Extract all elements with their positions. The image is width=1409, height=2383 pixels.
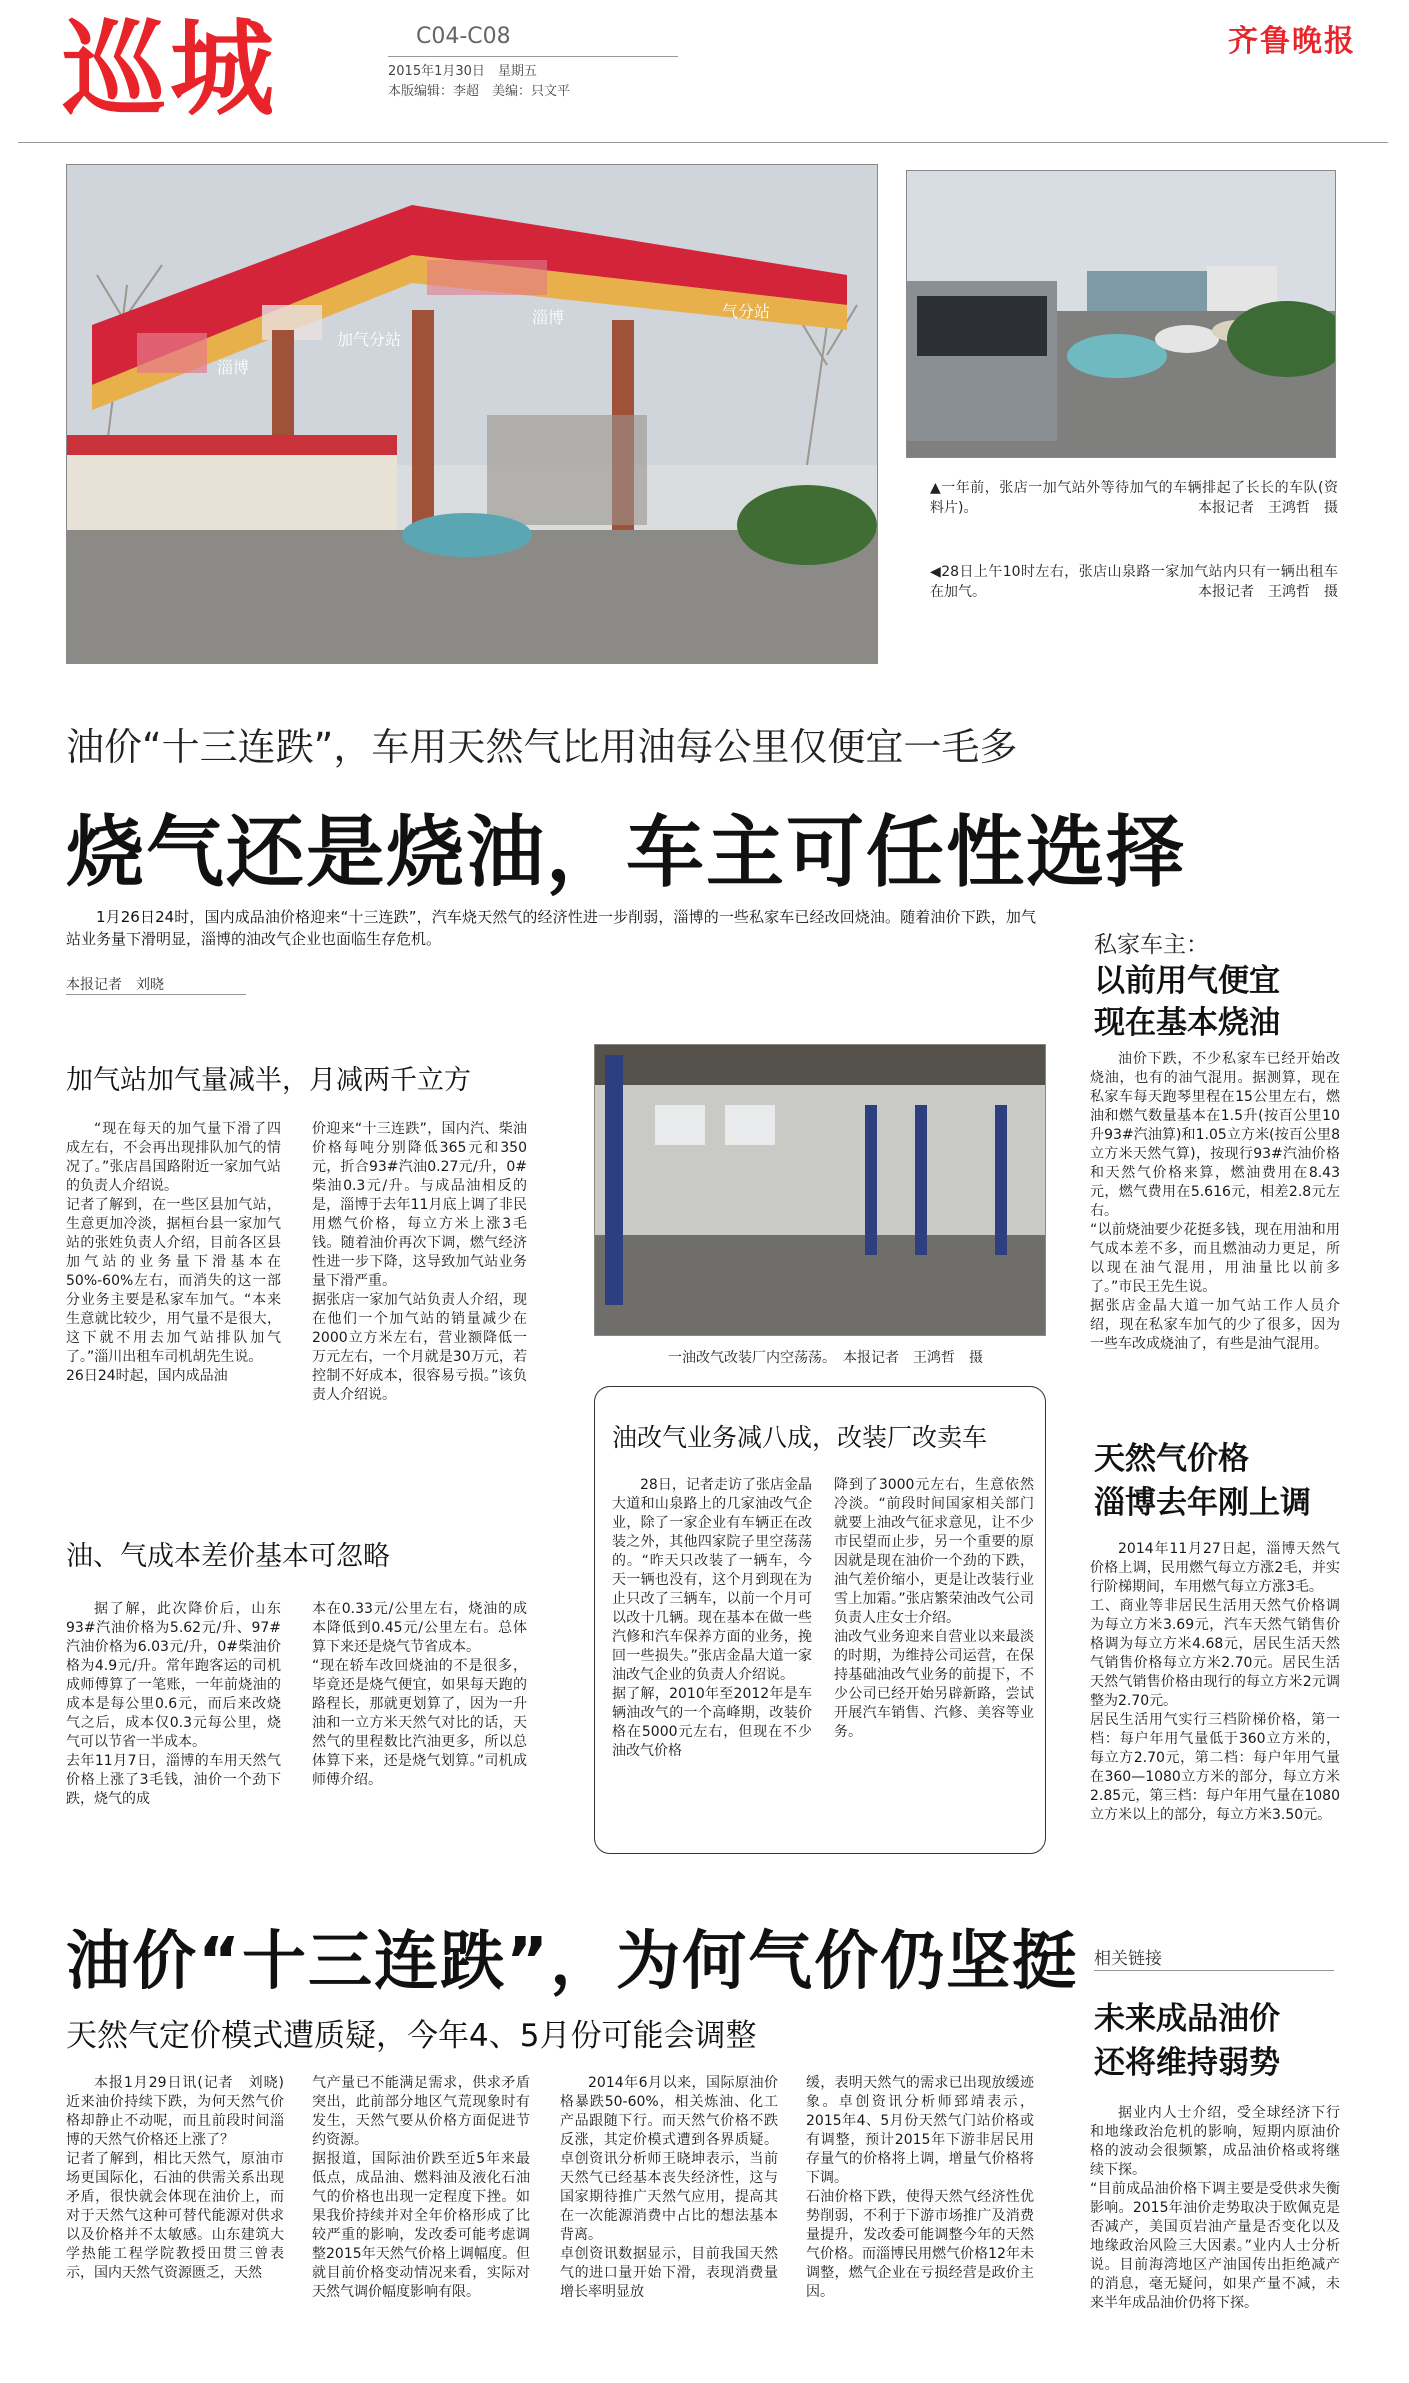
story2-headline: 油价“十三连跌”，为何气价仍坚挺 — [66, 1925, 1079, 1999]
story2-col4-text: 缓，表明天然气的需求已出现放缓迹象。卓创资讯分析师郅靖表示，2015年4、5月份天然气门站价格或有调整，预计2015年下游非居民用存量气的价格将上调，增量气价格将下调。 石油价格下跌，使得天然气经济性优势削弱，不利于下游市场推广及消费量提升，发改委可能调整今年的天然气价格。而淄博民用燃气价格12年未调整，燃气企业在亏损经营是政价主因。 — [806, 2075, 1034, 2300]
sidebar3-body-text: 据业内人士介绍，受全球经济下行和地缘政治危机的影响，短期内原油价格的波动会很频繁，成品油价格或将继续下探。 “目前成品油价格下调主要是受供求失衡影响。2015年油价走势取决于欧佩克是否减产，美国页岩油产量是否变化以及地缘政治风险三大因素。”业内人士分析说。目前海湾地区产油国传出拒绝减产的消息，毫无疑问，如果产量不减，未来半年成品油价仍将下探。 — [1090, 2105, 1340, 2311]
story1-kicker: 油价“十三连跌”，车用天然气比用油每公里仅便宜一毛多 — [66, 725, 1018, 769]
story2-col1-text: 本报1月29日讯(记者 刘晓) 近来油价持续下跌，为何天然气价格却静止不动呢，而且前段时间淄博的天然气价格还上涨了？ 记者了解到，相比天然气，原油市场更国际化，石油的供需关系出现矛盾，很快就会体现在油价上，而对于天然气这种可替代能源对供求以及价格并不太敏感。山东建筑大学热能工程学院教授田贯三曾表示，国内天然气资源匮乏，天然 — [66, 2075, 284, 2281]
byline-rule — [66, 994, 246, 995]
section1-col2-text: 价迎来“十三连跌”，国内汽、柴油价格每吨分别降低365元和350元，折合93#汽油0.27元/升，0#柴油0.3元/升。与成品油相反的是，淄博于去年11月底上调了非民用燃气价格，每立方米上涨3毛钱。随着油价再次下调，燃气经济性进一步下降，这导致加气站业务量下滑严重。 据张店一家加气站负责人介绍，现在他们一个加气站的销量减少在2000立方米左右，营业额降低一万元左右，一个月就是30万元，若控制不好成本，很容易亏损。”该负责人介绍说。 — [312, 1121, 527, 1403]
section1-col1 — [66, 1120, 281, 1386]
sidebar2-body-text: 2014年11月27日起，淄博天然气价格上调，民用燃气每立方涨2毛，并实行阶梯期间，车用燃气每立方涨3毛。 工、商业等非居民生活用天然气价格调为每立方米3.69元，汽车天然气销售价格调为每立方米4.68元，居民生活天然气销售价格每立方米2.70元。居民生活天然气销售价格由现行的每立方米2元调整为2.70元。 居民生活用气实行三档阶梯价格，第一档：每户年用气量低于360立方米的，每立方2.70元，第二档：每户年用气量在360—1080立方米的部分，每立方米2.85元，第三档：每户年用气量在1080立方米以上的部分，每立方米3.50元。 — [1090, 1541, 1340, 1823]
story2-col4 — [806, 2074, 1034, 2302]
editors-line: 本版编辑：李超 美编：只文平 — [388, 84, 571, 99]
sidebar2-headline-2: 淄博去年刚上调 — [1094, 1485, 1311, 1521]
story1-headline: 烧气还是烧油，车主可任性选择 — [66, 808, 1187, 898]
section2-col2 — [312, 1600, 527, 1790]
story1-byline: 本报记者 刘晓 — [66, 977, 164, 993]
sign-text-left: 淄博 — [217, 358, 250, 377]
section-title: 巡城 — [62, 8, 279, 130]
caption-queue-text: ▲一年前，张店一加气站外等待加气的车辆排起了长长的车队(资料片)。 — [930, 480, 1338, 516]
sign-text-left-suffix: 加气分站 — [337, 330, 402, 349]
section2-title: 油、气成本差价基本可忽略 — [66, 1541, 390, 1572]
sign-text-right-suffix: 气分站 — [722, 302, 771, 321]
queue-illustration — [907, 171, 1335, 457]
newspaper-logo: 齐鲁晚报 — [1228, 24, 1356, 59]
box-title: 油改气业务减八成，改装厂改卖车 — [612, 1423, 988, 1452]
box-col1 — [612, 1476, 812, 1761]
caption-taxi — [930, 562, 1338, 602]
caption-taxi-credit: 本报记者 王鸿哲 摄 — [1198, 584, 1338, 600]
section1-title: 加气站加气量减半，月减两千立方 — [66, 1065, 471, 1096]
caption-queue — [930, 478, 1338, 518]
photo-gas-station — [66, 164, 878, 664]
caption-factory: 一油改气改装厂内空荡荡。 本报记者 王鸿哲 摄 — [668, 1350, 983, 1366]
gas-station-illustration — [67, 165, 877, 663]
issue-date: 2015年1月30日 星期五 — [388, 64, 537, 79]
sidebar2-body — [1090, 1540, 1340, 1825]
story2-col2 — [312, 2074, 530, 2302]
sidebar1-body-text: 油价下跌，不少私家车已经开始改烧油，也有的油气混用。据测算，现在私家车每天跑琴里程在15公里左右，燃油和燃气数量基本在1.5升(按百公里10升93#汽油算)和1.05立方米(按百公里8立方米天然气算)，按现行93#汽油价格和天然气价格来算，燃油费用在8.43元，燃气费用在5.616元，相差2.8元左右。 “以前烧油要少花挺多钱，现在用油和用气成本差不多，而且燃油动力更足，所以现在油气混用，用油量比以前多了。”市民王先生说。 据张店金晶大道一加气站工作人员介绍，现在私家车加气的少了很多，因为一些车改成烧油了，有些是油气混用。 — [1090, 1051, 1340, 1352]
sidebar1-headline-1: 以前用气便宜 — [1094, 963, 1280, 999]
story2-col3-text: 2014年6月以来，国际原油价格暴跌50-60%，相关炼油、化工产品跟随下行。而天然气价格不跌反涨，其定价模式遭到各界质疑。卓创资讯分析师王晓坤表示，当前天然气已经基本丧失经济性，这与国家期待推广天然气应用，提高其在一次能源消费中占比的想法基本背离。 卓创资讯数据显示，目前我国天然气的进口量开始下滑，表现消费量增长率明显放 — [560, 2075, 778, 2300]
box-col2 — [834, 1476, 1034, 1742]
sidebar1-kicker: 私家车主： — [1094, 932, 1209, 958]
factory-illustration — [595, 1045, 1045, 1335]
story2-col1 — [66, 2074, 284, 2283]
caption-queue-credit: 本报记者 王鸿哲 摄 — [1198, 500, 1338, 516]
sidebar1-body — [1090, 1050, 1340, 1354]
page-range: C04-C08 — [416, 24, 511, 49]
story2-col3 — [560, 2074, 778, 2302]
story1-lead: 1月26日24时，国内成品油价格迎来“十三连跌”，汽车烧天然气的经济性进一步削弱，淄博的一些私家车已经改回烧油。随着油价下跌，加气站业务量下滑明显，淄博的油改气企业也面临生存危机。 — [66, 908, 1036, 948]
section2-col1 — [66, 1600, 281, 1809]
page-top-rule — [18, 142, 1388, 143]
sidebar3-body — [1090, 2104, 1340, 2313]
photo-queue-cars — [906, 170, 1336, 458]
section1-col1-text: “现在每天的加气量下滑了四成左右，不会再出现排队加气的情况了。”张店昌国路附近一家加气站的负责人介绍说。 记者了解到，在一些区县加气站，生意更加冷淡，据桓台县一家加气站的张姓负责人介绍，目前各区县加气站的业务量下滑基本在50%-60%左右，而消失的这一部分业务主要是私家车加气。“本来生意就比较少，用气量不是很大，这下就不用去加气站排队加气了。”淄川出租车司机胡先生说。 26日24时起，国内成品油 — [66, 1121, 281, 1384]
story2-subhead: 天然气定价模式遭质疑，今年4、5月份可能会调整 — [66, 2018, 757, 2054]
story2-col2-text: 气产量已不能满足需求，供求矛盾突出，此前部分地区气荒现象时有发生，天然气要从价格方面促进节约资源。 据报道，国际油价跌至近5年来最低点，成品油、燃料油及液化石油气的价格也出现一定程度下挫。如果我价持续并对全年价格形成了比较严重的影响，发改委可能考虑调整2015年天然气价格上调幅度。但就目前价格变动情况来看，实际对天然气调价幅度影响有限。 — [312, 2075, 530, 2300]
sign-text-right: 淄博 — [532, 308, 565, 327]
related-link-tag: 相关链接 — [1094, 1949, 1162, 1969]
section2-col2-text: 本在0.33元/公里左右，烧油的成本降低到0.45元/公里左右。总体算下来还是烧气节省成本。 “现在轿车改回烧油的不是很多，毕竟还是烧气便宜，如果每天跑的路程长，那就更划算了，因为一升油和一立方米天然气对比的话，天然气的里程数比汽油更多，所以总体算下来，还是烧气划算。”司机成师傅介绍。 — [312, 1601, 527, 1788]
section2-col1-text: 据了解，此次降价后，山东93#汽油价格为5.62元/升、97#汽油价格为6.03元/升，0#柴油价格为4.9元/升。常年跑客运的司机成师傅算了一笔账，一年前烧油的成本是每公里0.6元，而后来改烧气之后，成本仅0.3元每公里，烧气可以节省一半成本。 去年11月7日，淄博的车用天然气价格上涨了3毛钱，油价一个劲下跌，烧气的成 — [66, 1601, 281, 1807]
box-col2-text: 降到了3000元左右，生意依然冷淡。“前段时间国家相关部门就要上油改气征求意见，让不少市民望而止步，另一个重要的原因就是现在油价一个劲的下跌，油气差价缩小，更是让改装行业雪上加霜。”张店繁荣油改气公司负责人庄女士介绍。 油改气业务迎来自营业以来最淡的时期，为维持公司运营，在保持基础油改气业务的前提下，不少公司已经开始另辟新路，尝试开展汽车销售、汽修、美容等业务。 — [834, 1477, 1034, 1740]
caption-taxi-text: ◀28日上午10时左右，张店山泉路一家加气站内只有一辆出租车在加气。 — [930, 564, 1338, 600]
photo-empty-factory — [594, 1044, 1046, 1336]
sidebar3-headline-2: 还将维持弱势 — [1094, 2045, 1280, 2081]
sidebar2-headline-1: 天然气价格 — [1094, 1441, 1249, 1477]
sidebar3-headline-1: 未来成品油价 — [1094, 2001, 1280, 2037]
box-col1-text: 28日，记者走访了张店金晶大道和山泉路上的几家油改气企业，除了一家企业有车辆正在改装之外，其他四家院子里空荡荡的。“昨天只改装了一辆车，今天一辆也没有，这个月到现在为止只改了三辆车，以前一个月可以改十几辆。现在基本在做一些汽修和汽车保养方面的业务，挽回一些损失。”张店金晶大道一家油改气企业的负责人介绍说。 据了解，2010年至2012年是车辆油改气的一个高峰期，改装价格在5000元左右，但现在不少油改气价格 — [612, 1477, 812, 1759]
sidebar1-headline-2: 现在基本烧油 — [1094, 1005, 1280, 1041]
section1-col2 — [312, 1120, 527, 1405]
related-link-rule — [1094, 1970, 1334, 1971]
masthead-rule — [388, 56, 678, 57]
